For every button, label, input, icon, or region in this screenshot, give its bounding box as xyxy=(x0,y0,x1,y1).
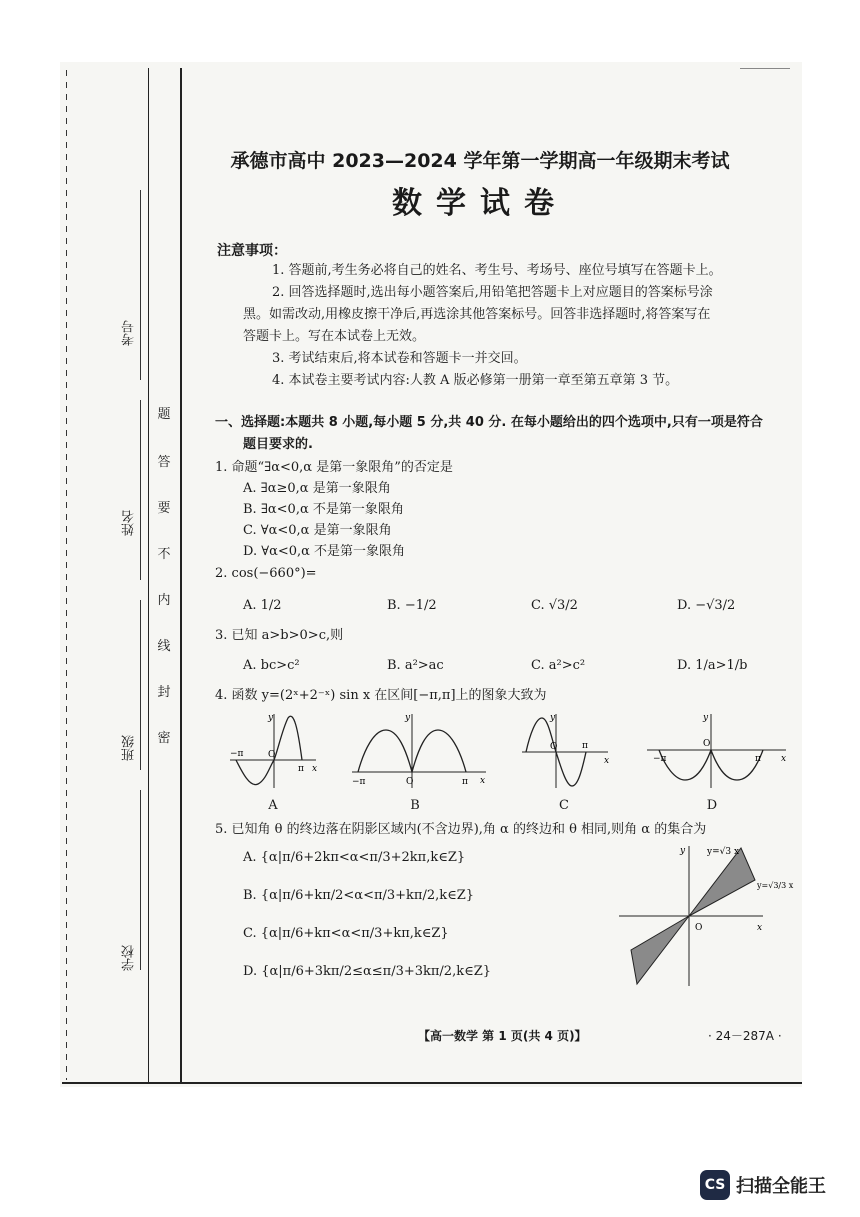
notes-heading: 注意事项： xyxy=(217,243,287,259)
graph-c xyxy=(520,710,612,790)
blank-name xyxy=(140,400,141,580)
note-line: 4. 本试卷主要考试内容:人教 A 版必修第一册第一章至第五章第 3 节。 xyxy=(272,373,679,388)
margin-dash-line xyxy=(66,70,67,1080)
q3-option-b: B. a²>ac xyxy=(387,658,444,673)
note-line: 3. 考试结束后,将本试卷和答题卡一并交回。 xyxy=(272,351,527,366)
graph-a-label: A xyxy=(268,798,278,813)
graph-y-label: y xyxy=(550,713,556,723)
q5-option-d: D. {α|π/6+3kπ/2≤α≤π/3+3kπ/2,k∈Z} xyxy=(243,964,492,979)
graph-neg-pi-label: −π xyxy=(230,749,244,759)
field-school: 学校 xyxy=(122,945,137,971)
graph-origin-label: O xyxy=(406,777,414,787)
graph-pi-label: π xyxy=(582,741,588,751)
section-line-2: 题目要求的. xyxy=(243,437,313,452)
question-3-stem: 3. 已知 a>b>0>c,则 xyxy=(215,628,344,643)
q1-option-b: B. ∃α<0,α 不是第一象限角 xyxy=(243,502,404,517)
blank-class xyxy=(140,600,141,770)
graph-pi-label: π xyxy=(755,754,761,764)
watermark-text: 扫描全能王 xyxy=(736,1176,826,1197)
graph-x-label: x xyxy=(781,754,787,764)
exam-title: 承德市高中 2023—2024 学年第一学期高一年级期末考试 xyxy=(230,150,730,172)
seal-char: 题 xyxy=(157,407,171,422)
graph-c-label: C xyxy=(559,798,569,813)
q2-option-b: B. −1/2 xyxy=(387,598,437,613)
graph-x-label: x xyxy=(604,756,610,766)
figure-x-label: x xyxy=(757,923,763,933)
scanner-watermark xyxy=(700,1170,826,1200)
figure-line-sqrt3-over-3-label: y=√3/3 x xyxy=(757,881,794,890)
seal-char: 不 xyxy=(157,547,171,562)
seal-char: 要 xyxy=(157,501,171,516)
seal-char: 内 xyxy=(157,593,171,608)
seal-char: 答 xyxy=(157,455,171,470)
q2-option-d: D. −√3/2 xyxy=(677,598,736,613)
section-heading xyxy=(215,412,805,456)
figure-line-sqrt3-label: y=√3 x xyxy=(707,847,740,857)
seal-char: 密 xyxy=(157,731,171,746)
graph-d-label: D xyxy=(706,798,718,813)
blank-exam-number xyxy=(140,190,141,380)
graph-pi-label: π xyxy=(462,777,468,787)
graph-y-label: y xyxy=(268,713,274,723)
question-4-stem: 4. 函数 y=(2ˣ+2⁻ˣ) sin x 在区间[−π,π]上的图象大致为 xyxy=(215,688,547,703)
graph-origin-label: O xyxy=(550,742,558,752)
note-line: 黑。如需改动,用橡皮擦干净后,再选涂其他答案标号。回答非选择题时,将答案写在 xyxy=(243,307,711,322)
q1-option-a: A. ∃α≥0,α 是第一象限角 xyxy=(243,481,391,496)
question-2-stem: 2. cos(−660°)= xyxy=(215,566,317,581)
graph-x-label: x xyxy=(480,776,486,786)
camscanner-logo-icon: CS xyxy=(700,1170,730,1200)
graph-b-label: B xyxy=(410,798,420,813)
question-5-stem: 5. 已知角 θ 的终边落在阴影区域内(不含边界),角 α 的终边和 θ 相同,则角 α 的集合为 xyxy=(215,822,707,837)
page-footer: 【高一数学 第 1 页(共 4 页)】 xyxy=(418,1029,587,1043)
q3-option-a: A. bc>c² xyxy=(243,658,300,673)
graph-d xyxy=(645,710,790,790)
seal-char: 封 xyxy=(157,685,171,700)
figure-y-label: y xyxy=(680,846,686,856)
subject-title: 数学试卷 xyxy=(392,186,568,221)
q5-option-a: A. {α|π/6+2kπ<α<π/3+2kπ,k∈Z} xyxy=(243,850,466,865)
section-line-1: 一、选择题:本题共 8 小题,每小题 5 分,共 40 分. 在每小题给出的四个选项中,只有一项是符合 xyxy=(215,415,763,430)
margin-line-1 xyxy=(148,68,149,1083)
graph-x-label: x xyxy=(312,764,318,774)
q2-option-a: A. 1/2 xyxy=(243,598,282,613)
margin-line-2 xyxy=(180,68,182,1083)
graph-neg-pi-label: −π xyxy=(352,777,366,787)
note-line: 答题卡上。写在本试卷上无效。 xyxy=(243,329,426,344)
graph-y-label: y xyxy=(703,713,709,723)
graph-b xyxy=(350,710,490,790)
q1-option-d: D. ∀α<0,α 不是第一象限角 xyxy=(243,544,406,559)
q5-shaded-region-figure xyxy=(615,840,801,990)
paper-code: · 24－287A · xyxy=(708,1029,782,1043)
field-exam-number: 考号 xyxy=(122,320,137,346)
graph-neg-pi-label: −π xyxy=(653,754,667,764)
q1-option-c: C. ∀α<0,α 是第一象限角 xyxy=(243,523,392,538)
note-line: 1. 答题前,考生务必将自己的姓名、考生号、考场号、座位号填写在答题卡上。 xyxy=(272,263,722,278)
question-1-stem: 1. 命题“∃α<0,α 是第一象限角”的否定是 xyxy=(215,460,453,475)
q5-option-c: C. {α|π/6+kπ<α<π/3+kπ,k∈Z} xyxy=(243,926,449,941)
bottom-rule xyxy=(62,1082,802,1084)
blank-school xyxy=(140,790,141,970)
note-line: 2. 回答选择题时,选出每小题答案后,用铅笔把答题卡上对应题目的答案标号涂 xyxy=(272,285,713,300)
q3-option-c: C. a²>c² xyxy=(531,658,586,673)
graph-origin-label: O xyxy=(703,739,711,749)
q5-option-b: B. {α|π/6+kπ/2<α<π/3+kπ/2,k∈Z} xyxy=(243,888,475,903)
seal-char: 线 xyxy=(157,639,171,654)
graph-pi-label: π xyxy=(298,764,304,774)
q2-option-c: C. √3/2 xyxy=(531,598,578,613)
field-name: 姓名 xyxy=(122,510,137,536)
field-class: 班级 xyxy=(122,735,137,761)
top-right-rule xyxy=(740,68,790,69)
q3-option-d: D. 1/a>1/b xyxy=(677,658,748,673)
graph-origin-label: O xyxy=(268,750,276,760)
graph-a xyxy=(228,710,320,790)
graph-y-label: y xyxy=(405,713,411,723)
figure-origin-label: O xyxy=(695,923,703,933)
